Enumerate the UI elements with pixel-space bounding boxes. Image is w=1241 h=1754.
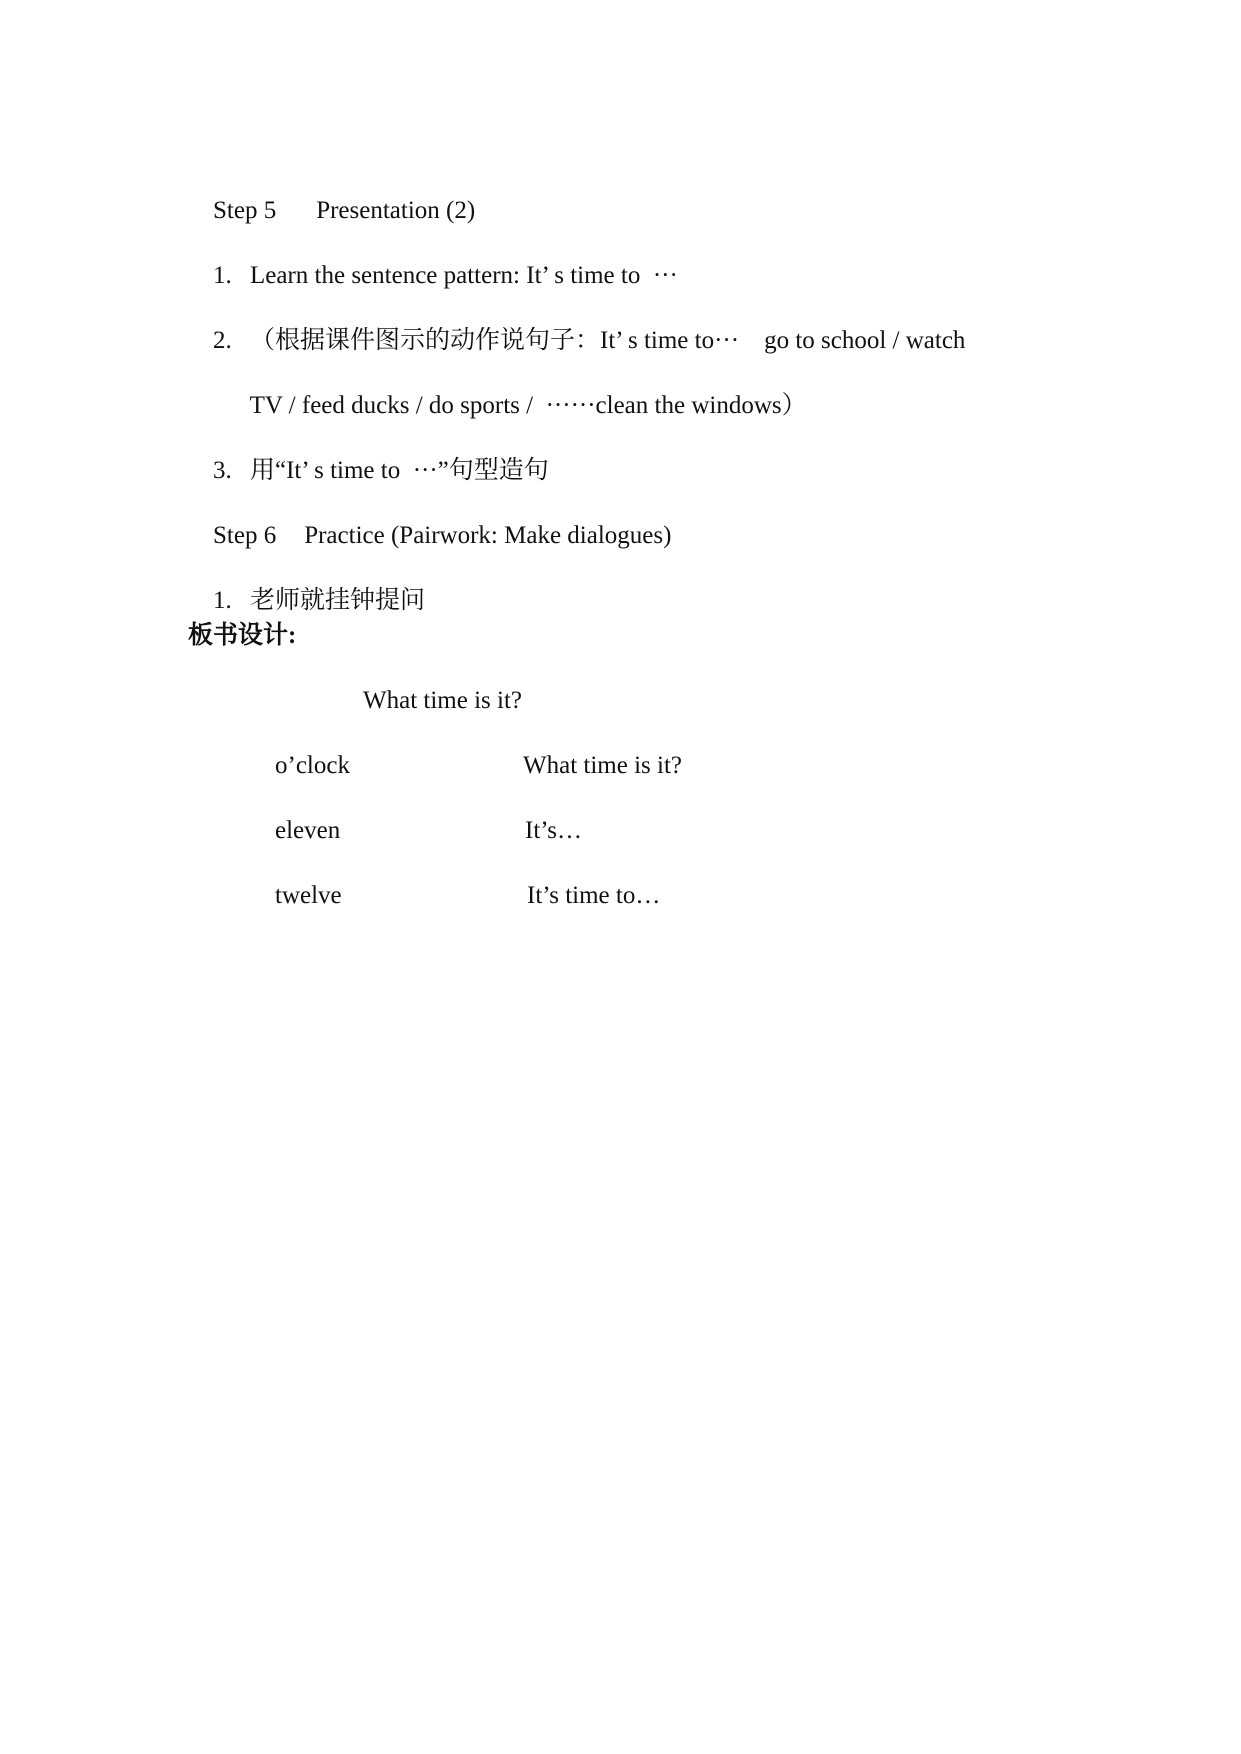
- list-number: 2.: [213, 327, 232, 354]
- list-item-text: TV / feed ducks / do sports / ······clean the windows）: [249, 392, 807, 419]
- list-item-text: 用“It’ s time to ···”句型造句: [250, 457, 549, 484]
- list-number: 1.: [213, 587, 232, 614]
- step6-label: Step 6: [213, 522, 277, 549]
- list-item-text: Learn the sentence pattern: It’ s time to ···: [250, 262, 678, 289]
- list-number: 1.: [213, 262, 232, 289]
- board-right-1: What time is it?: [523, 752, 682, 779]
- list-item-text: 老师就挂钟提问: [250, 587, 426, 614]
- board-right-2: It’s…: [525, 817, 582, 844]
- board-heading: 板书设计:: [188, 622, 297, 649]
- list-item-text: （根据课件图示的动作说句子：It’ s time to··· go to school / watch: [250, 327, 966, 354]
- step6-title: Practice (Pairwork: Make dialogues): [304, 522, 672, 549]
- board-left-3: twelve: [275, 882, 342, 909]
- board-title: What time is it?: [363, 687, 522, 714]
- step5-title: Presentation (2): [316, 197, 476, 224]
- board-left-2: eleven: [275, 817, 341, 844]
- step5-label: Step 5: [213, 197, 277, 224]
- list-number: 3.: [213, 457, 232, 484]
- board-left-1: o’clock: [275, 752, 350, 779]
- board-right-3: It’s time to…: [527, 882, 661, 909]
